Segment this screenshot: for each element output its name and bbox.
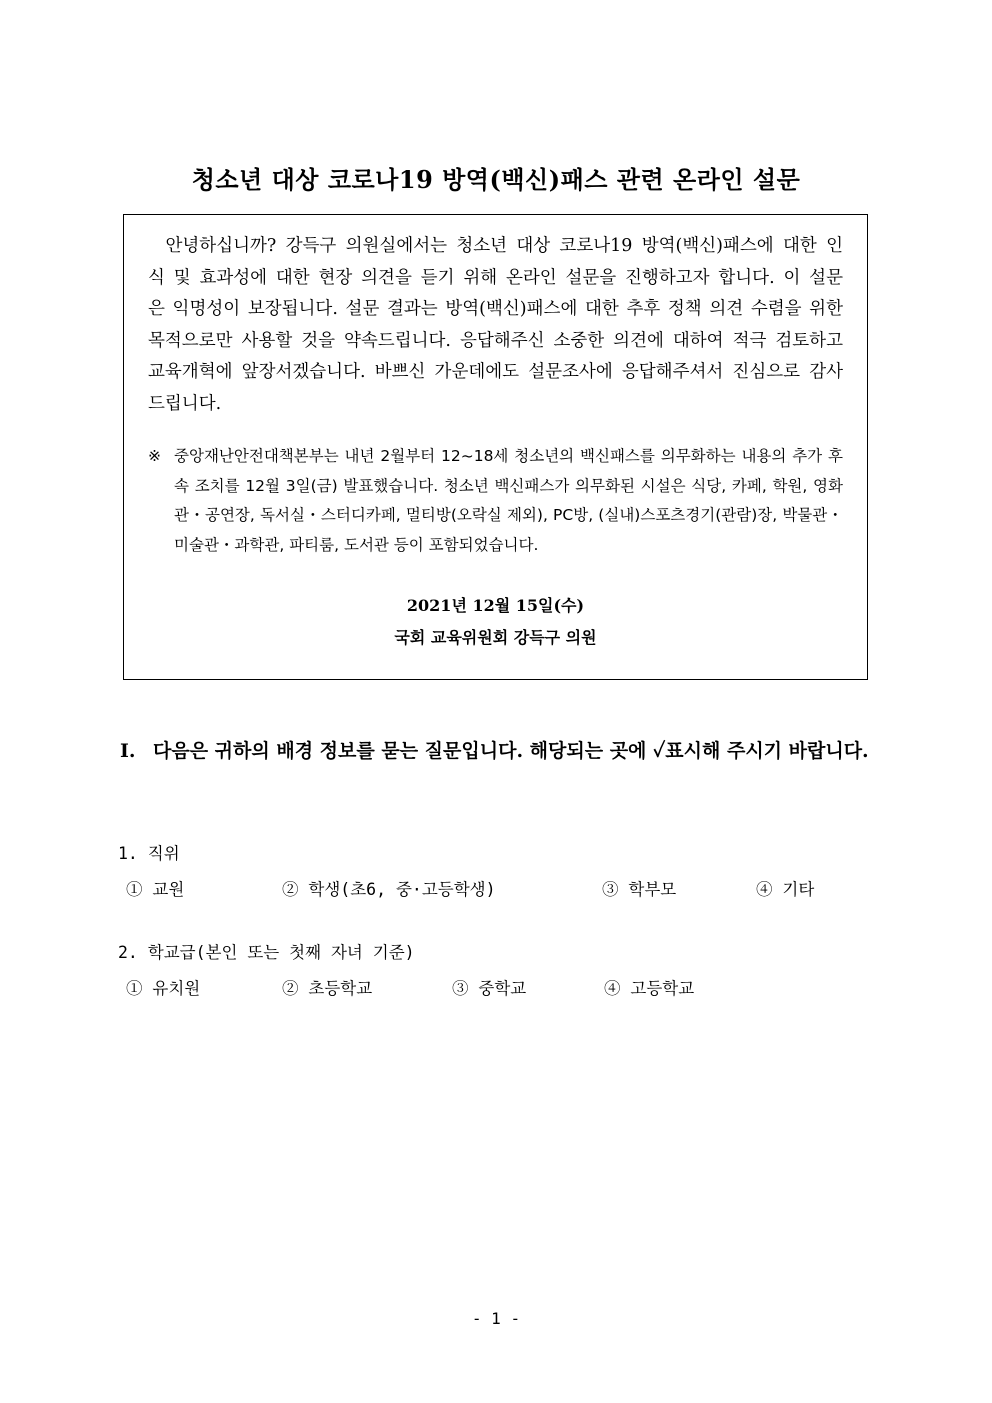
option-list (118, 875, 878, 905)
option-high[interactable]: ④ 고등학교 (604, 979, 695, 998)
sign-organization: 국회 교육위원회 강득구 의원 (394, 628, 597, 647)
section-heading-text: 다음은 귀하의 배경 정보를 묻는 질문입니다. 해당되는 곳에 ✓표시해 주시기 바랍니다. (153, 740, 869, 762)
question-position (118, 842, 878, 905)
option-teacher[interactable]: ① 교원 (126, 880, 185, 899)
page-title: 청소년 대상 코로나19 방역(백신)패스 관련 온라인 설문 (191, 165, 801, 194)
section-heading (120, 732, 876, 771)
question-label: 2. 학교급(본인 또는 첫째 자녀 기준) (118, 943, 415, 962)
option-other[interactable]: ④ 기타 (756, 880, 815, 899)
option-kindergarten[interactable]: ① 유치원 (126, 979, 201, 998)
option-student[interactable]: ② 학생(초6, 중·고등학생) (282, 880, 496, 899)
option-middle[interactable]: ③ 중학교 (452, 979, 527, 998)
intro-paragraph: 안녕하십니까? 강득구 의원실에서는 청소년 대상 코로나19 방역(백신)패스에 대한 인식 및 효과성에 대한 현장 의견을 듣기 위해 온라인 설문을 진행하고자 합니다. 이 설문은 익명성이 보장됩니다. 설문 결과는 방역(백신)패스에 대한 추후 정책 의견 수렴을 위한 목적으로만 사용할 것을 약속드립니다. 응답해주신 소중한 의견에 대하여 적극 검토하고 교육개혁에 앞장서겠습니다. 바쁘신 가운데에도 설문조사에 응답해주셔서 진심으로 감사드립니다. (148, 236, 843, 414)
question-school-level (118, 941, 878, 1004)
reference-mark-icon: ※ (148, 447, 161, 465)
option-list (118, 974, 878, 1004)
page-number: - 1 - (471, 1309, 521, 1328)
section-number: Ⅰ. (120, 740, 136, 762)
option-elementary[interactable]: ② 초등학교 (282, 979, 373, 998)
notice-text: 중앙재난안전대책본부는 내년 2월부터 12~18세 청소년의 백신패스를 의무화하는 내용의 추가 후속 조치를 12월 3일(금) 발표했습니다. 청소년 백신패스가 의무화된 시설은 식당, 카페, 학원, 영화관・공연장, 독서실・스터디카페, 멀티방(오락실 제외), PC방, (실내)스포츠경기(관람)장, 박물관・미술관・과학관, 파티룸, 도서관 등이 포함되었습니다. (174, 447, 843, 554)
question-label: 1. 직위 (118, 844, 180, 863)
intro-box (123, 214, 868, 680)
option-parent[interactable]: ③ 학부모 (602, 880, 677, 899)
notice (148, 442, 843, 560)
sign-date: 2021년 12월 15일(수) (406, 596, 585, 615)
